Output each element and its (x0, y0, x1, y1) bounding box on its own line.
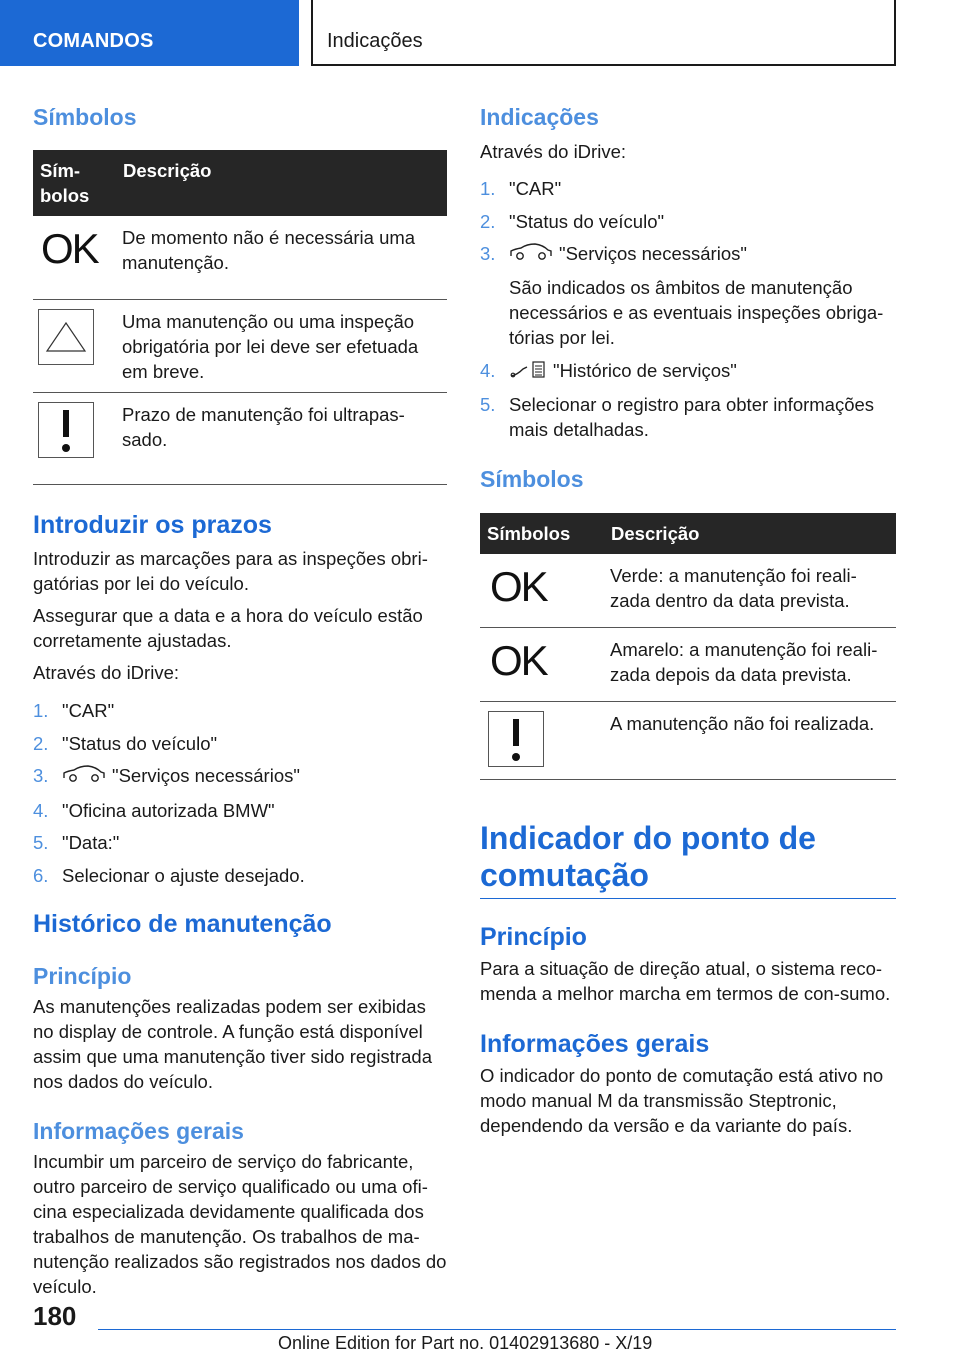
steps-list (33, 698, 447, 888)
subheading-principio: Princípio (33, 962, 132, 989)
paragraph: Assegurar que a data e a hora do veículo estão corretamente ajustadas. (33, 605, 423, 651)
table-row (33, 393, 447, 485)
table-header-row (480, 513, 896, 554)
warning-triangle-icon (38, 309, 94, 365)
table-row (33, 300, 447, 393)
section-heading-historico: Histórico de manutenção (33, 909, 332, 938)
list-item: 4. "Oficina autorizada BMW" (33, 799, 275, 821)
right-column (480, 100, 896, 1138)
exclamation-icon (38, 402, 94, 458)
left-column (33, 100, 447, 1299)
list-item: 5. Selecionar o registro para obter informações mais detalhadas. (480, 394, 875, 441)
table-cell-desc: Verde: a manutenção foi reali-zada dentro da data prevista. (604, 554, 896, 628)
paragraph: O indicador do ponto de comutação está ativo no modo manual M da transmissão Steptronic, dependendo da versão e da variante do país. (480, 1065, 884, 1137)
paragraph: Através do iDrive: (33, 662, 179, 683)
table-header-symbols: Símbolos (480, 513, 604, 554)
car-icon (62, 764, 106, 790)
ok-symbol: OK (41, 225, 98, 272)
exclamation-icon (488, 711, 544, 767)
paragraph: Através do iDrive: (480, 141, 626, 162)
list-item: 4. "Histórico de serviços" (480, 358, 896, 385)
edition-note: Online Edition for Part no. 01402913680 - X/19 (278, 1333, 653, 1353)
table-row (480, 628, 896, 702)
list-item: 5. "Data:" (33, 832, 120, 854)
subheading-info: Informações gerais (33, 1117, 244, 1144)
steps-list (480, 176, 896, 442)
car-icon (509, 242, 553, 268)
table-cell-desc: Prazo de manutenção foi ultrapas-sado. (116, 393, 447, 485)
table-row (33, 216, 447, 300)
paragraph: Introduzir as marcações para as inspeções obri-gatórias por lei do veículo. (33, 548, 428, 594)
table-header-row (33, 150, 447, 216)
list-item: 1. "CAR" (480, 178, 562, 199)
ok-symbol-green: OK (490, 563, 547, 611)
symbols-table (33, 150, 447, 485)
subheading-info: Informações gerais (480, 1030, 710, 1059)
chapter-tab (311, 0, 896, 66)
paragraph: Para a situação de direção atual, o sistema reco-menda a melhor marcha em termos de con-sumo. (480, 958, 891, 1005)
table-row (480, 554, 896, 628)
table-cell-desc: A manutenção não foi realizada. (604, 702, 896, 780)
chapter-heading-indicador: Indicador do ponto de comutação (480, 820, 896, 899)
step-note: São indicados os âmbitos de manutenção necessários e as eventuais inspeções obriga-tórias por lei. (509, 277, 884, 349)
section-label: COMANDOS (33, 30, 154, 52)
table-cell-desc: Uma manutenção ou uma inspeção obrigatória por lei deve ser efetuada em breve. (116, 300, 447, 393)
list-item: 3. "Serviços necessários" (33, 763, 447, 790)
list-item: 3. "Serviços necessários" São indicados os âmbitos de manutenção necessários e as eventuais inspeções obriga-tórias por lei. (480, 241, 896, 350)
symbols-table (480, 513, 896, 780)
table-cell-desc: Amarelo: a manutenção foi reali-zada depois da data prevista. (604, 628, 896, 702)
table-row (480, 702, 896, 780)
paragraph: As manutenções realizadas podem ser exibidas no display de controle. A função está disponível assim que uma manutenção tiver sido registrada nos dados do veículo. (33, 995, 432, 1092)
section-tab (0, 0, 299, 66)
service-history-icon (509, 359, 547, 385)
ok-symbol-yellow: OK (490, 637, 547, 685)
table-header-description: Descrição (604, 513, 896, 554)
page-number: 180 (33, 1301, 77, 1331)
section-heading-indicacoes: Indicações (480, 104, 599, 130)
table-header-symbols: Sím- bolos (33, 150, 116, 216)
footer-divider (98, 1329, 896, 1330)
table-cell-desc: De momento não é necessária uma manutenção. (116, 216, 447, 300)
section-heading-simbolos: Símbolos (480, 466, 584, 493)
section-heading-simbolos: Símbolos (33, 104, 137, 130)
list-item: 2. "Status do veículo" (480, 210, 665, 232)
list-item: 1. "CAR" (33, 700, 115, 721)
list-item: 6. Selecionar o ajuste desejado. (33, 864, 305, 886)
table-header-description: Descrição (116, 150, 447, 216)
paragraph: Incumbir um parceiro de serviço do fabricante, outro parceiro de serviço qualificado ou uma ofi-cina especializada devidamente qualificada dos trabalhos de manutenção. Os trabalhos de ma-nutenção realizados são registrados nos dados do veículo. (33, 1150, 447, 1297)
subheading-principio: Princípio (480, 923, 587, 952)
list-item: 2. "Status do veículo" (33, 732, 218, 754)
section-heading-introduzir: Introduzir os prazos (33, 511, 272, 539)
chapter-label: Indicações (327, 30, 423, 52)
